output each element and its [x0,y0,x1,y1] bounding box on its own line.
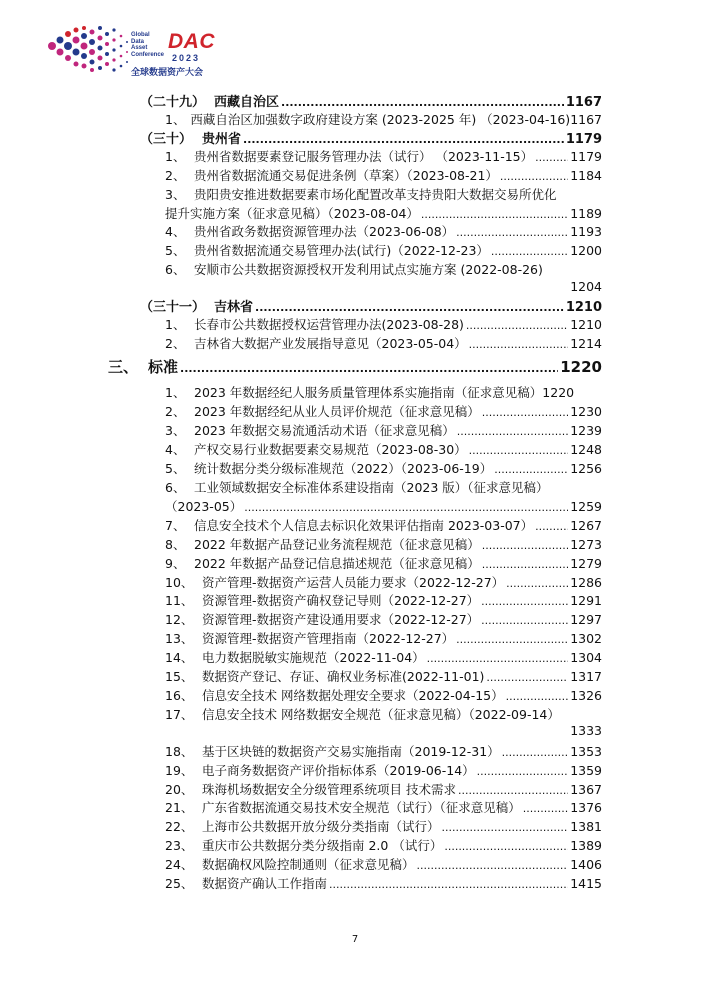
toc-entry-number: 11、 [165,593,194,608]
toc-entry-page: 1297 [570,612,602,627]
toc-entry-page: 1367 [570,782,602,797]
logo-dot [82,26,86,30]
toc-entry-page: 1214 [570,336,602,351]
logo-dot [98,36,103,41]
toc-entry[interactable] [165,383,602,401]
leader-dots [506,577,568,590]
logo-dot [81,33,87,39]
toc-entry-number: 1、 [165,317,186,332]
toc-entry-number: 4、 [165,224,186,239]
toc-entry-number: 6、 [165,262,186,277]
leader-dots [421,208,568,221]
logo-dot [48,42,56,50]
toc-entry-title: 电子商务数据资产评价指标体系（2019-06-14） [202,763,475,778]
logo-dot [73,37,80,44]
toc-entry-page: 1256 [570,461,602,476]
leader-dots [444,840,568,853]
logo-dot [89,49,95,55]
toc-entry[interactable] [165,440,602,458]
leader-dots [481,595,568,608]
toc-entry-page: 1259 [570,499,602,514]
toc-entry[interactable] [165,110,602,128]
leader-dots [482,539,568,552]
toc-entry-title: 广东省数据流通交易技术安全规范（试行）（征求意见稿） [202,800,521,815]
logo-dot [98,26,102,30]
toc-entry-number: （三十一） [140,300,206,315]
toc-entry-title: 产权交易行业数据要素交易规范（2023-08-30） [194,442,467,457]
toc-entry[interactable] [165,334,602,352]
toc-entry-title: 贵州省数据要素登记服务管理办法（试行） （2023-11-15） [194,149,534,164]
dots-globe-icon [44,20,139,80]
logo-dac: DAC [168,30,215,53]
toc-entry-title: 西藏自治区加强数字政府建设方案 (2023-2025 年) （2023-04-16)1167 [190,112,602,127]
toc-entry-page: 1279 [570,556,602,571]
toc-entry-page: 1333 [570,723,602,738]
toc-entry-number: 2、 [165,336,186,351]
toc-entry-page: 1239 [570,423,602,438]
toc-entry-page: 1200 [570,243,602,258]
logo-dot [98,66,102,70]
toc-entry-number: 5、 [165,461,186,476]
toc-entry-title: 资源管理-数据资产建设通用要求（2022-12-27） [202,612,480,627]
toc-entry[interactable] [165,780,602,798]
toc-entry-number: 2、 [165,168,186,183]
toc-entry-number: 14、 [165,650,194,665]
logo-dot [73,49,80,56]
logo-dot [90,68,94,72]
toc-entry[interactable] [165,222,602,240]
toc-entry-page: 1304 [570,650,602,665]
toc-entry-number: （三十） [140,132,193,147]
logo-dot [82,64,87,69]
toc-entry-number: 2、 [165,404,186,419]
toc-entry-page: 1179 [565,132,602,147]
toc-entry[interactable] [165,459,602,477]
toc-entry-continuation[interactable] [165,497,602,515]
logo-dot [105,52,109,56]
toc-entry-title: 安顺市公共数据资源授权开发利用试点实施方案 (2022-08-26) [194,262,543,277]
logo-dot [65,31,71,37]
logo-year: 2023 [172,53,201,63]
logo-dot [112,28,115,31]
toc-entry-page: 1267 [570,518,602,533]
toc-entry[interactable] [165,554,602,572]
toc-entry-page: 1248 [570,442,602,457]
toc-entry[interactable] [140,128,602,147]
toc-entry-title: 信息安全技术 网络数据处理安全要求（2022-04-15） [202,688,504,703]
toc-entry[interactable] [165,874,602,892]
toc-entry-title: 标准 [148,358,179,376]
toc-entry-number: 1、 [165,385,186,400]
toc-entry-page: 1359 [570,763,602,778]
logo-line-conference: Conference [131,51,165,58]
conference-logo [44,20,234,80]
toc-entry-title: 信息安全技术 网络数据安全规范（征求意见稿）（2022-09-14） [202,707,560,722]
toc-entry-number: 1、 [165,112,186,127]
toc-entry[interactable] [165,629,602,647]
toc-entry[interactable] [165,260,602,278]
leader-dots [491,245,568,258]
toc-entry[interactable] [165,761,602,779]
logo-dot [120,45,123,48]
logo-dot [81,43,88,50]
leader-dots [466,319,568,332]
toc-entry[interactable] [165,817,602,835]
toc-entry-page: 1286 [570,575,602,590]
leader-dots [494,463,568,476]
toc-entry-title: 贵州省数据流通交易促进条例（草案）（2023-08-21） [194,168,498,183]
toc-entry-continuation-text: （2023-05） [165,499,243,514]
logo-dot [105,62,109,66]
toc-entry-page: 1189 [570,206,602,221]
toc-entry-number: 17、 [165,707,194,722]
toc-entry-page: 1220 [560,358,602,376]
toc-entry[interactable] [165,421,602,439]
toc-entry-page: 1184 [570,168,602,183]
toc-entry-title: 2023 年数据经纪人服务质量管理体系实施指南（征求意见稿）1220 [194,385,575,400]
toc-entry-title: 珠海机场数据安全分级管理系统项目 技术需求 [202,782,456,797]
toc-entry-page: 1302 [570,631,602,646]
toc-entry-title: 2023 年数据交易流通活动术语（征求意见稿） [194,423,455,438]
logo-dot [90,30,95,35]
logo-line-asset: Asset [131,45,148,51]
toc-entry-page: 1406 [570,857,602,872]
toc-entry-number: 22、 [165,819,194,834]
leader-dots [482,406,568,419]
toc-entry-number: 16、 [165,688,194,703]
toc-entry-page: 1204 [570,279,602,294]
toc-entry[interactable] [165,591,602,609]
toc-entry-page: 1179 [570,149,602,164]
toc-entry-continuation-text: 提升实施方案（征求意见稿）（2023-08-04） [165,206,419,221]
toc-entry-number: 9、 [165,556,186,571]
toc-entry-number: 6、 [165,480,186,495]
leader-dots [329,878,568,891]
toc-entry-title: 重庆市公共数据分类分级指南 2.0 （试行） [202,838,443,853]
toc-entry-number: 4、 [165,442,186,457]
logo-text [131,30,215,77]
toc-entry-title: 数据资产确认工作指南 [202,876,328,891]
toc-entry-number: 8、 [165,537,186,552]
toc-entry-number: 19、 [165,763,194,778]
toc-entry[interactable] [165,516,602,534]
toc-entry[interactable] [165,705,602,723]
toc-entry-page: 1230 [570,404,602,419]
toc-entry-title: 上海市公共数据开放分级分类指南（试行） [202,819,440,834]
toc-entry[interactable] [165,402,602,420]
toc-entry-page: 1381 [570,819,602,834]
toc-entry-number: 25、 [165,876,194,891]
leader-dots [427,652,569,665]
logo-dot [120,55,123,58]
leader-dots [481,614,568,627]
leader-dots [243,133,564,146]
leader-dots [442,821,569,834]
logo-dot [90,60,95,65]
toc-entry[interactable] [165,147,602,165]
logo-chinese-name: 全球数据资产大会 [131,67,204,77]
logo-dot [105,32,109,36]
toc-entry[interactable] [165,742,602,760]
logo-dot [112,48,115,51]
toc-entry-page: 1415 [570,876,602,891]
toc-entry-number: 10、 [165,575,194,590]
toc-entry[interactable] [165,798,602,816]
logo-line-global: Global [131,32,150,38]
toc-entry[interactable] [140,91,602,110]
toc-entry[interactable] [165,573,602,591]
toc-entry-page: 1291 [570,593,602,608]
logo-dot [112,68,115,71]
toc-entry-title: 2022 年数据产品登记业务流程规范（征求意见稿） [194,537,480,552]
leader-dots [469,444,569,457]
toc-entry-title: 电力数据脱敏实施规范（2022-11-04） [202,650,425,665]
toc-entry-number: 18、 [165,744,194,759]
toc-entry[interactable] [165,836,602,854]
toc-entry-number: 三、 [108,358,139,376]
toc-entry[interactable] [165,478,602,496]
toc-entry-title: 贵阳贵安推进数据要素市场化配置改革支持贵阳大数据交易所优化 [194,187,557,202]
toc-entry-number: 21、 [165,800,194,815]
toc-entry-page: 1210 [570,317,602,332]
toc-entry-page: 1317 [570,669,602,684]
leader-dots [469,338,569,351]
toc-entry-title: 统计数据分类分级标准规范（2022）（2023-06-19） [194,461,493,476]
logo-dot [64,42,72,50]
toc-entry[interactable] [140,296,602,315]
leader-dots [456,633,568,646]
logo-dot [57,49,64,56]
toc-entry-number: 3、 [165,423,186,438]
logo-dot [126,61,128,63]
logo-dot [89,39,95,45]
leader-dots [500,170,568,183]
toc-entry-title: 吉林省大数据产业发展指导意见（2023-05-04） [194,336,467,351]
toc-entry[interactable] [165,667,602,685]
toc-entry-page: 1353 [570,744,602,759]
toc-entry-title: 2023 年数据经纪从业人员评价规范（征求意见稿） [194,404,480,419]
toc-entry-page: 1389 [570,838,602,853]
toc-entry[interactable] [165,535,602,553]
toc-entry-number: 20、 [165,782,194,797]
leader-dots [502,746,569,759]
toc-entry-title: 工业领域数据安全标准体系建设指南（2023 版）（征求意见稿） [194,480,549,495]
toc-entry-page: 1376 [570,800,602,815]
toc-entry[interactable] [165,648,602,666]
toc-entry-number: 12、 [165,612,194,627]
toc-entry[interactable] [165,185,602,203]
toc-entry-number: 24、 [165,857,194,872]
logo-dot [126,51,128,53]
toc-entry-title: 资源管理-数据资产确权登记导则（2022-12-27） [202,593,480,608]
logo-dot [74,62,79,67]
toc-entry[interactable] [165,166,602,184]
logo-line-data: Data [131,38,145,45]
logo-dot [126,41,128,43]
toc-entry[interactable] [165,855,602,873]
toc-entry-number: 1、 [165,149,186,164]
leader-dots [458,784,568,797]
logo-dot [120,65,123,68]
toc-entry-title: 西藏自治区 [214,95,280,110]
toc-entry-title: 贵州省政务数据资源管理办法（2023-06-08） [194,224,455,239]
leader-dots [281,96,564,109]
toc-entry-title: 信息安全技术个人信息去标识化效果评估指南 2023-03-07） [194,518,534,533]
logo-dot [81,53,87,59]
toc-entry-number: 13、 [165,631,194,646]
leader-dots [255,301,564,314]
logo-dot [112,58,115,61]
leader-dots [535,151,568,164]
leader-dots [477,765,569,778]
toc-entry-number: 15、 [165,669,194,684]
leader-dots [244,501,568,514]
leader-dots [482,558,568,571]
leader-dots [523,802,568,815]
logo-dot [57,37,64,44]
logo-dot [98,46,103,51]
toc-entry-page: 1167 [565,95,602,110]
toc-entry-number: 7、 [165,518,186,533]
toc-entry-title: 基于区块链的数据资产交易实施指南（2019-12-31） [202,744,500,759]
toc-entry-title: 资源管理-数据资产管理指南（2022-12-27） [202,631,455,646]
toc-entry-page: 1193 [570,224,602,239]
logo-dot [120,35,123,38]
page-number: 7 [351,934,359,945]
leader-dots [417,859,569,872]
toc-entry-title: 资产管理-数据资产运营人员能力要求（2022-12-27） [202,575,505,590]
toc-entry-title: 贵州省数据流通交易管理办法(试行)（2022-12-23） [194,243,489,258]
toc-entry-title: 贵州省 [202,132,242,147]
toc-entry-page: 1273 [570,537,602,552]
logo-dot [105,42,109,46]
leader-dots [456,226,568,239]
logo-dot [74,28,79,33]
toc-entry[interactable] [165,241,602,259]
toc-entry-title: 数据确权风险控制通则（征求意见稿） [202,857,415,872]
toc-entry-number: 23、 [165,838,194,853]
toc-entry[interactable] [165,315,602,333]
toc-entry[interactable] [108,356,602,377]
toc-entry-number: （二十九） [140,95,206,110]
leader-dots [457,425,568,438]
toc-entry-title: 数据资产登记、存证、确权业务标准(2022-11-01) [202,669,485,684]
leader-dots [180,362,558,375]
toc-entry[interactable] [165,610,602,628]
logo-dot [98,56,103,61]
logo-dot [112,38,115,41]
leader-dots [535,520,568,533]
toc-entry-continuation[interactable] [165,204,602,222]
leader-dots [506,690,569,703]
toc-entry-title: 2022 年数据产品登记信息描述规范（征求意见稿） [194,556,480,571]
toc-entry-title: 吉林省 [214,300,254,315]
leader-dots [486,671,568,684]
toc-entry-page: 1326 [570,688,602,703]
logo-dot [65,55,71,61]
toc-entry-page: 1210 [565,300,602,315]
toc-entry-number: 5、 [165,243,186,258]
toc-entry[interactable] [165,686,602,704]
toc-entry-number: 3、 [165,187,186,202]
toc-entry-title: 长春市公共数据授权运营管理办法(2023-08-28) [194,317,464,332]
